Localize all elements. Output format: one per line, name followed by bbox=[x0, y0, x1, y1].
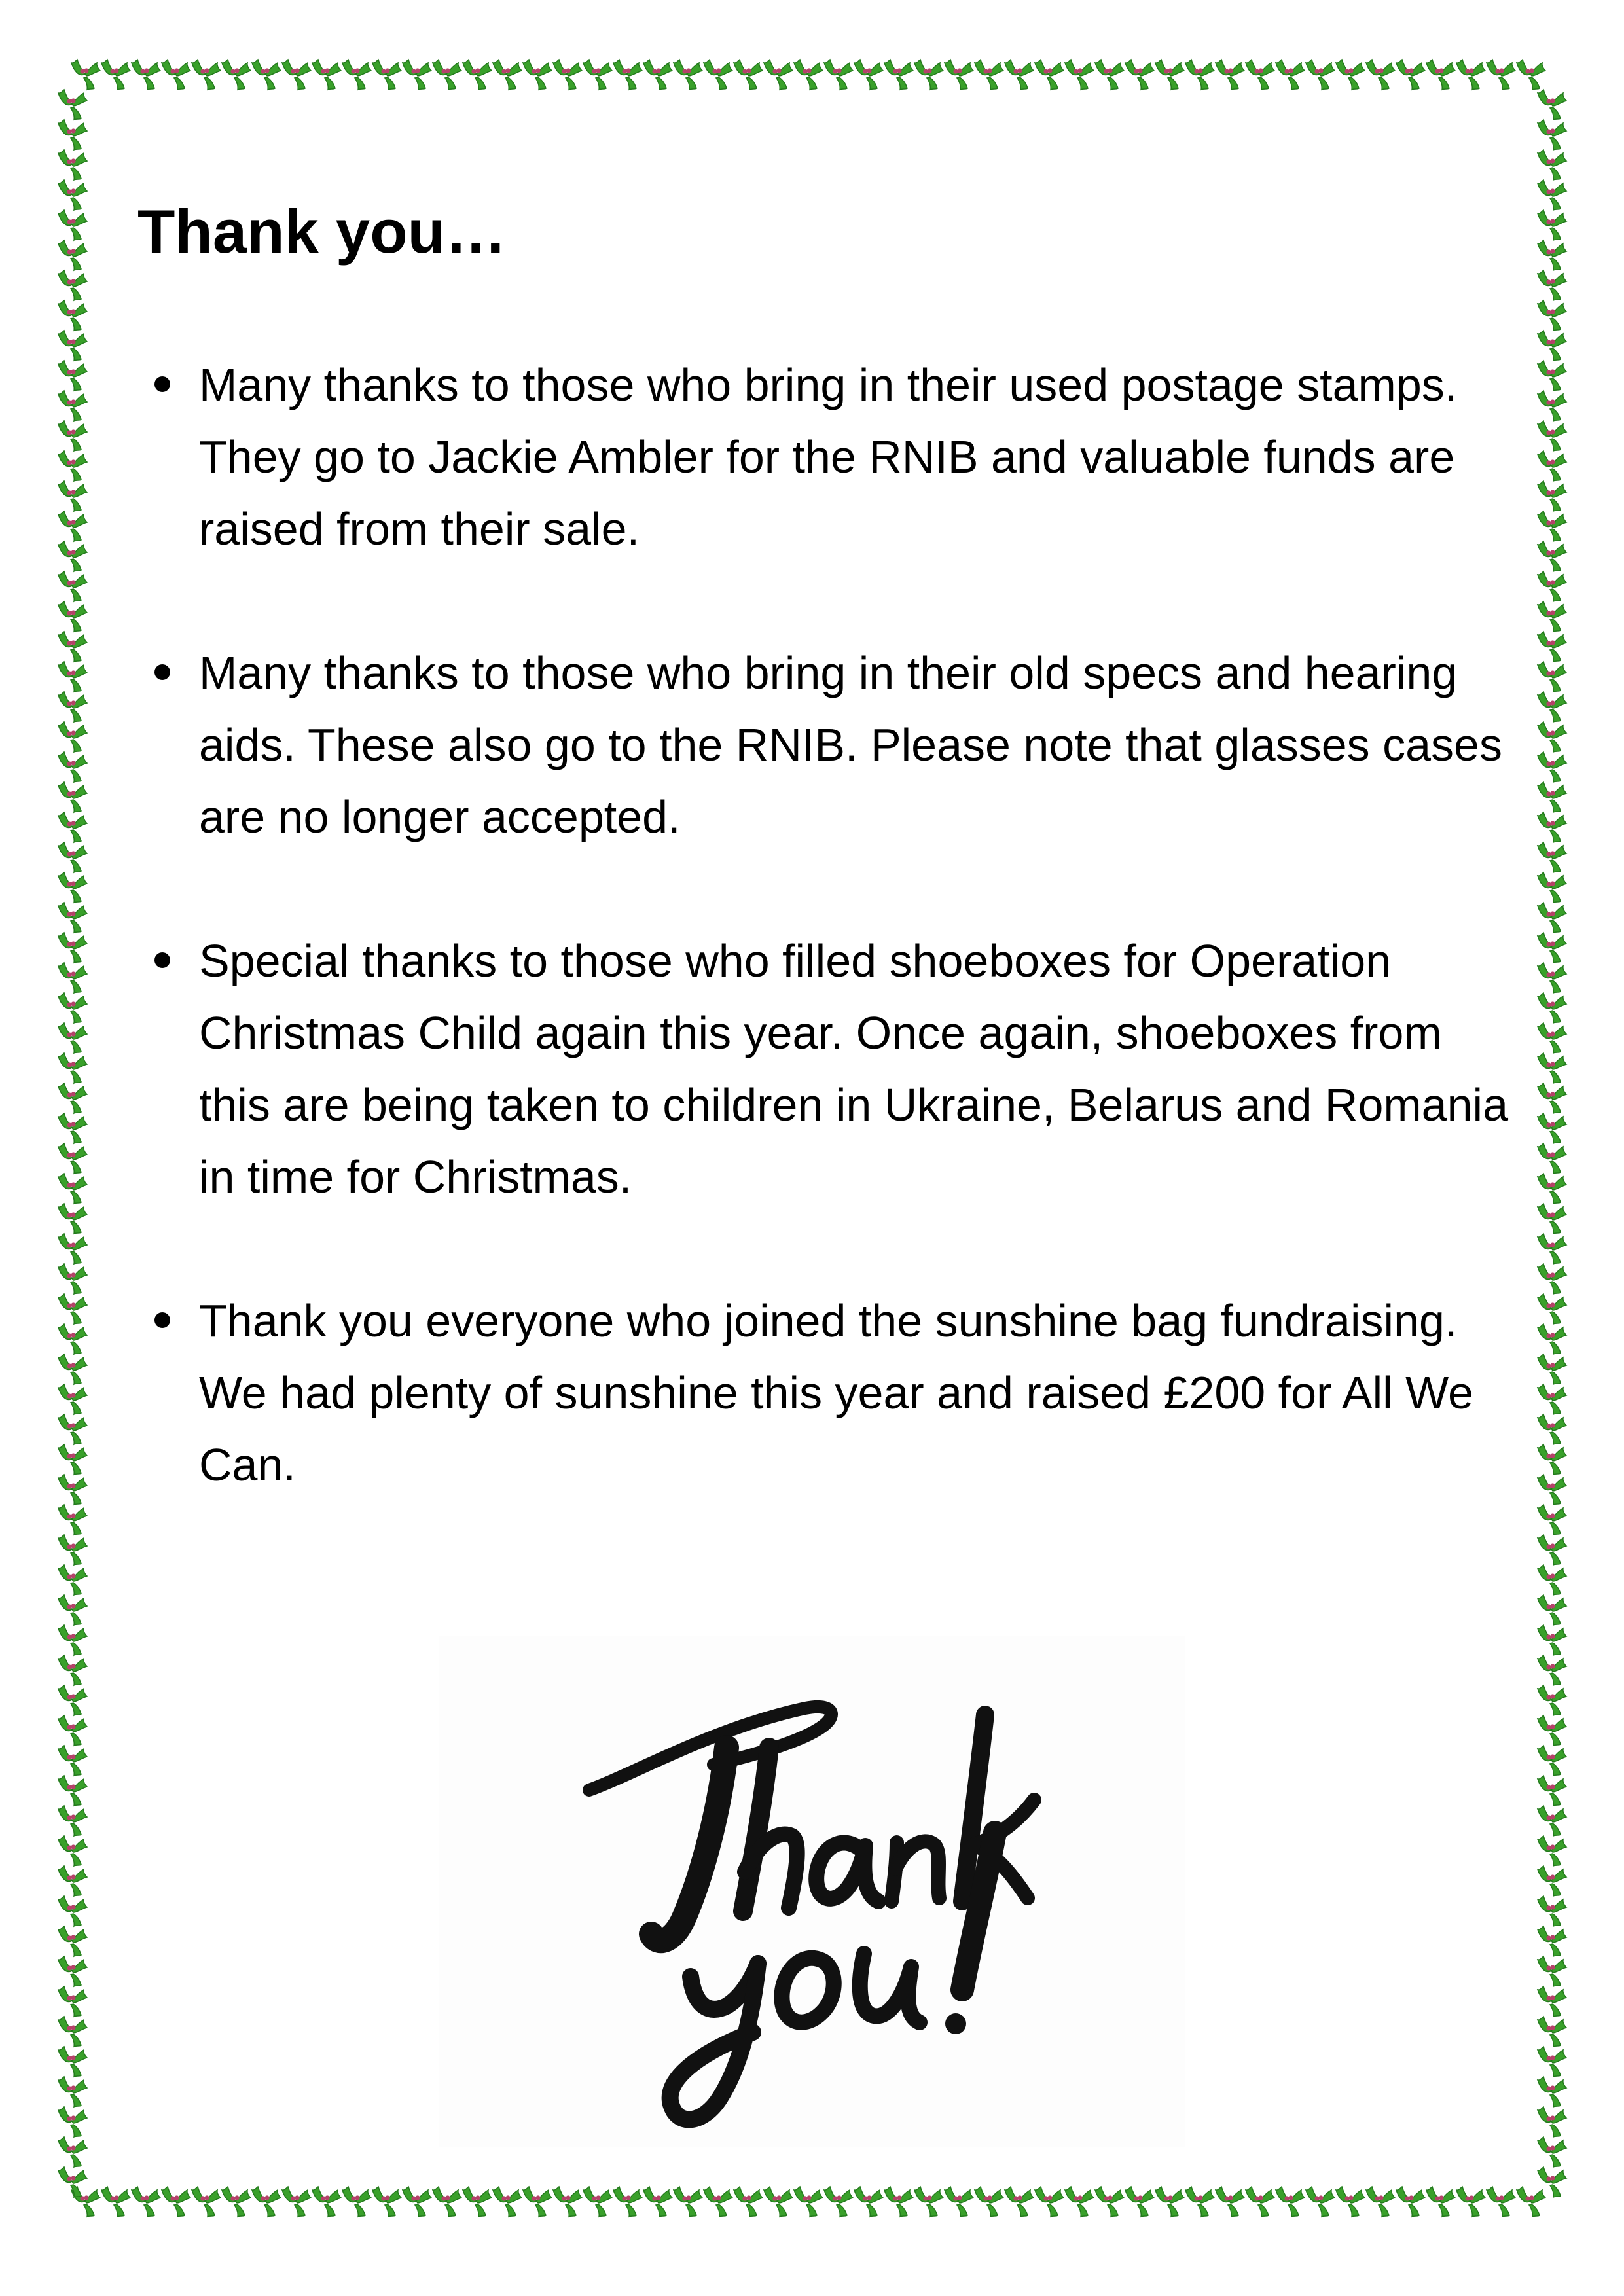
holly-leaf-icon bbox=[1538, 903, 1566, 933]
holly-leaf-icon bbox=[463, 60, 492, 90]
holly-leaf-icon bbox=[1538, 1294, 1566, 1324]
holly-leaf-icon bbox=[1538, 1715, 1566, 1746]
holly-leaf-icon bbox=[1538, 1475, 1566, 1505]
holly-leaf-icon bbox=[58, 1143, 87, 1174]
holly-leaf-icon bbox=[58, 752, 87, 782]
holly-leaf-icon bbox=[1538, 842, 1566, 872]
holly-leaf-icon bbox=[58, 722, 87, 752]
holly-leaf-icon bbox=[58, 1324, 87, 1354]
holly-leaf-icon bbox=[58, 1806, 87, 1836]
holly-leaf-icon bbox=[975, 2187, 1003, 2217]
holly-leaf-icon bbox=[58, 1595, 87, 1625]
holly-leaf-icon bbox=[58, 1866, 87, 1896]
holly-leaf-icon bbox=[704, 60, 732, 90]
holly-leaf-icon bbox=[1155, 2187, 1184, 2217]
list-item-stamps bbox=[137, 349, 1519, 565]
holly-leaf-icon bbox=[1155, 60, 1184, 90]
holly-leaf-icon bbox=[1538, 210, 1566, 240]
holly-leaf-icon bbox=[58, 812, 87, 842]
holly-leaf-icon bbox=[372, 2187, 401, 2217]
holly-leaf-icon bbox=[1538, 782, 1566, 812]
holly-leaf-icon bbox=[58, 872, 87, 903]
holly-leaf-icon bbox=[734, 2187, 763, 2217]
holly-leaf-icon bbox=[1538, 1023, 1566, 1053]
content bbox=[137, 196, 1519, 1573]
holly-leaf-icon bbox=[1538, 2107, 1566, 2137]
holly-leaf-icon bbox=[342, 2187, 371, 2217]
holly-leaf-icon bbox=[1538, 1204, 1566, 1234]
holly-leaf-icon bbox=[58, 1204, 87, 1234]
holly-leaf-icon bbox=[1005, 60, 1034, 90]
holly-leaf-icon bbox=[1216, 60, 1244, 90]
holly-leaf-icon bbox=[1538, 1505, 1566, 1535]
holly-leaf-icon bbox=[58, 1896, 87, 1926]
holly-leaf-icon bbox=[1095, 60, 1124, 90]
holly-leaf-icon bbox=[58, 1414, 87, 1444]
holly-leaf-icon bbox=[58, 2107, 87, 2137]
holly-leaf-icon bbox=[493, 60, 522, 90]
holly-leaf-icon bbox=[58, 1956, 87, 1986]
holly-leaf-icon bbox=[58, 632, 87, 662]
holly-leaf-icon bbox=[764, 60, 793, 90]
list-item-text: Many thanks to those who bring in their used postage stamps. They go to Jackie Ambler for the RNIB and valuable funds are raised from their sale. bbox=[199, 359, 1458, 555]
holly-leaf-icon bbox=[58, 481, 87, 511]
bullet-icon bbox=[154, 664, 170, 680]
holly-leaf-icon bbox=[1538, 601, 1566, 632]
holly-leaf-icon bbox=[674, 2187, 702, 2217]
holly-leaf-icon bbox=[58, 1294, 87, 1324]
holly-leaf-icon bbox=[975, 60, 1003, 90]
holly-leaf-icon bbox=[58, 782, 87, 812]
holly-leaf-icon bbox=[1538, 1866, 1566, 1896]
holly-leaf-icon bbox=[1065, 60, 1094, 90]
holly-leaf-icon bbox=[1538, 722, 1566, 752]
holly-leaf-icon bbox=[643, 2187, 672, 2217]
holly-leaf-icon bbox=[1538, 270, 1566, 300]
holly-leaf-icon bbox=[312, 60, 341, 90]
holly-leaf-icon bbox=[1538, 1444, 1566, 1475]
holly-leaf-icon bbox=[1336, 2187, 1365, 2217]
holly-leaf-icon bbox=[1538, 692, 1566, 722]
holly-leaf-icon bbox=[1125, 2187, 1154, 2217]
holly-leaf-icon bbox=[1538, 993, 1566, 1023]
holly-leaf-icon bbox=[58, 1053, 87, 1083]
holly-leaf-icon bbox=[58, 1715, 87, 1746]
holly-leaf-icon bbox=[162, 2187, 190, 2217]
holly-leaf-icon bbox=[58, 601, 87, 632]
holly-leaf-icon bbox=[1538, 1836, 1566, 1866]
holly-leaf-icon bbox=[58, 240, 87, 270]
holly-leaf-icon bbox=[1538, 1083, 1566, 1113]
holly-leaf-icon bbox=[58, 1174, 87, 1204]
bullet-icon bbox=[154, 376, 170, 392]
holly-leaf-icon bbox=[1538, 1234, 1566, 1264]
holly-leaf-icon bbox=[1276, 2187, 1305, 2217]
holly-leaf-icon bbox=[252, 60, 281, 90]
holly-leaf-icon bbox=[583, 60, 612, 90]
holly-leaf-icon bbox=[1538, 331, 1566, 361]
holly-leaf-icon bbox=[1538, 1896, 1566, 1926]
holly-leaf-icon bbox=[58, 1234, 87, 1264]
holly-leaf-icon bbox=[583, 2187, 612, 2217]
holly-leaf-icon bbox=[58, 1986, 87, 2017]
holly-leaf-icon bbox=[282, 2187, 311, 2217]
holly-leaf-icon bbox=[192, 60, 221, 90]
holly-leaf-icon bbox=[1538, 1414, 1566, 1444]
holly-leaf-icon bbox=[58, 1685, 87, 1715]
holly-leaf-icon bbox=[58, 1776, 87, 1806]
holly-leaf-icon bbox=[58, 1113, 87, 1143]
holly-leaf-icon bbox=[1538, 1354, 1566, 1384]
holly-leaf-icon bbox=[1538, 1776, 1566, 1806]
holly-leaf-icon bbox=[1538, 240, 1566, 270]
holly-leaf-icon bbox=[433, 2187, 461, 2217]
holly-leaf-icon bbox=[1276, 60, 1305, 90]
holly-leaf-icon bbox=[1538, 451, 1566, 481]
holly-leaf-icon bbox=[1538, 2017, 1566, 2047]
holly-leaf-icon bbox=[1396, 2187, 1425, 2217]
holly-leaf-icon bbox=[613, 60, 642, 90]
bullet-icon bbox=[154, 1312, 170, 1328]
holly-leaf-icon bbox=[1456, 2187, 1485, 2217]
holly-leaf-icon bbox=[1538, 1113, 1566, 1143]
list-item-specs bbox=[137, 637, 1519, 853]
holly-leaf-icon bbox=[342, 60, 371, 90]
holly-leaf-icon bbox=[58, 361, 87, 391]
holly-leaf-icon bbox=[282, 60, 311, 90]
holly-leaf-icon bbox=[1538, 1565, 1566, 1595]
holly-leaf-icon bbox=[553, 60, 582, 90]
holly-leaf-icon bbox=[132, 2187, 160, 2217]
holly-leaf-icon bbox=[1538, 933, 1566, 963]
holly-leaf-icon bbox=[58, 1746, 87, 1776]
holly-leaf-icon bbox=[192, 2187, 221, 2217]
holly-leaf-icon bbox=[1517, 60, 1545, 90]
holly-leaf-icon bbox=[1538, 90, 1566, 120]
holly-leaf-icon bbox=[1538, 541, 1566, 571]
holly-leaf-icon bbox=[1538, 872, 1566, 903]
holly-leaf-icon bbox=[101, 60, 130, 90]
holly-leaf-icon bbox=[1538, 1595, 1566, 1625]
holly-leaf-icon bbox=[1487, 60, 1515, 90]
list-item-sunshine-bag bbox=[137, 1285, 1519, 1501]
holly-leaf-icon bbox=[372, 60, 401, 90]
holly-leaf-icon bbox=[1538, 1053, 1566, 1083]
holly-leaf-icon bbox=[1538, 812, 1566, 842]
holly-leaf-icon bbox=[1538, 481, 1566, 511]
holly-leaf-icon bbox=[1538, 120, 1566, 150]
holly-leaf-icon bbox=[101, 2187, 130, 2217]
holly-leaf-icon bbox=[222, 2187, 251, 2217]
holly-leaf-icon bbox=[945, 60, 973, 90]
holly-leaf-icon bbox=[1185, 60, 1214, 90]
holly-leaf-icon bbox=[58, 1023, 87, 1053]
holly-leaf-icon bbox=[1426, 2187, 1455, 2217]
holly-leaf-icon bbox=[58, 2047, 87, 2077]
holly-leaf-icon bbox=[1396, 60, 1425, 90]
holly-leaf-icon bbox=[1538, 511, 1566, 541]
holly-leaf-icon bbox=[1426, 60, 1455, 90]
holly-leaf-icon bbox=[132, 60, 160, 90]
holly-leaf-icon bbox=[58, 2137, 87, 2167]
holly-leaf-icon bbox=[162, 60, 190, 90]
holly-leaf-icon bbox=[1216, 2187, 1244, 2217]
holly-leaf-icon bbox=[58, 421, 87, 451]
holly-leaf-icon bbox=[1306, 2187, 1335, 2217]
holly-leaf-icon bbox=[1538, 1174, 1566, 1204]
holly-leaf-icon bbox=[1005, 2187, 1034, 2217]
holly-leaf-icon bbox=[794, 2187, 823, 2217]
holly-leaf-icon bbox=[1538, 1655, 1566, 1685]
holly-leaf-icon bbox=[1538, 963, 1566, 993]
holly-leaf-icon bbox=[58, 1475, 87, 1505]
holly-leaf-icon bbox=[824, 2187, 853, 2217]
holly-leaf-icon bbox=[71, 60, 100, 90]
holly-leaf-icon bbox=[58, 2077, 87, 2107]
holly-leaf-icon bbox=[58, 270, 87, 300]
holly-leaf-icon bbox=[764, 2187, 793, 2217]
holly-leaf-icon bbox=[794, 60, 823, 90]
holly-leaf-icon bbox=[884, 60, 913, 90]
list-item-text: Thank you everyone who joined the sunshine bag fundraising. We had plenty of sunshine this year and raised £200 for All We Can. bbox=[199, 1295, 1473, 1491]
holly-leaf-icon bbox=[58, 511, 87, 541]
holly-leaf-icon bbox=[1538, 1746, 1566, 1776]
holly-leaf-icon bbox=[58, 300, 87, 331]
holly-leaf-icon bbox=[58, 1655, 87, 1685]
holly-leaf-icon bbox=[222, 60, 251, 90]
holly-leaf-icon bbox=[553, 2187, 582, 2217]
holly-leaf-icon bbox=[58, 1926, 87, 1956]
holly-leaf-icon bbox=[58, 993, 87, 1023]
holly-leaf-icon bbox=[58, 933, 87, 963]
holly-leaf-icon bbox=[1538, 150, 1566, 180]
holly-leaf-icon bbox=[58, 120, 87, 150]
holly-leaf-icon bbox=[312, 2187, 341, 2217]
holly-leaf-icon bbox=[58, 541, 87, 571]
holly-leaf-icon bbox=[1065, 2187, 1094, 2217]
holly-leaf-icon bbox=[523, 2187, 552, 2217]
holly-leaf-icon bbox=[1095, 2187, 1124, 2217]
holly-leaf-icon bbox=[1538, 1324, 1566, 1354]
holly-leaf-icon bbox=[613, 2187, 642, 2217]
holly-leaf-icon bbox=[403, 2187, 431, 2217]
holly-leaf-icon bbox=[1035, 2187, 1064, 2217]
holly-leaf-icon bbox=[1538, 361, 1566, 391]
holly-leaf-icon bbox=[58, 150, 87, 180]
holly-leaf-icon bbox=[58, 391, 87, 421]
holly-leaf-icon bbox=[1306, 60, 1335, 90]
holly-leaf-icon bbox=[914, 60, 943, 90]
holly-leaf-icon bbox=[1538, 300, 1566, 331]
holly-leaf-icon bbox=[252, 2187, 281, 2217]
holly-leaf-icon bbox=[1538, 1956, 1566, 1986]
holly-leaf-icon bbox=[884, 2187, 913, 2217]
thank-you-image bbox=[439, 1636, 1185, 2147]
holly-leaf-icon bbox=[1538, 180, 1566, 210]
holly-leaf-icon bbox=[58, 1264, 87, 1294]
holly-leaf-icon bbox=[1538, 571, 1566, 601]
holly-leaf-icon bbox=[1538, 1625, 1566, 1655]
page-title: Thank you… bbox=[137, 197, 507, 266]
holly-leaf-icon bbox=[1366, 60, 1395, 90]
holly-leaf-icon bbox=[1538, 1685, 1566, 1715]
holly-leaf-icon bbox=[1035, 60, 1064, 90]
holly-leaf-icon bbox=[58, 1505, 87, 1535]
list-item-text: Many thanks to those who bring in their old specs and hearing aids. These also go to the RNIB. Please note that glasses cases are no longer accepted. bbox=[199, 647, 1502, 843]
list-item-shoeboxes bbox=[137, 925, 1519, 1213]
holly-leaf-icon bbox=[1185, 2187, 1214, 2217]
holly-leaf-icon bbox=[1538, 632, 1566, 662]
holly-leaf-icon bbox=[1366, 2187, 1395, 2217]
holly-leaf-icon bbox=[1336, 60, 1365, 90]
holly-leaf-icon bbox=[1538, 391, 1566, 421]
holly-leaf-icon bbox=[1538, 2077, 1566, 2107]
holly-leaf-icon bbox=[1538, 421, 1566, 451]
holly-leaf-icon bbox=[58, 692, 87, 722]
holly-leaf-icon bbox=[58, 903, 87, 933]
holly-leaf-icon bbox=[58, 1535, 87, 1565]
holly-leaf-icon bbox=[58, 210, 87, 240]
holly-leaf-icon bbox=[1538, 1143, 1566, 1174]
holly-leaf-icon bbox=[433, 60, 461, 90]
holly-leaf-icon bbox=[1487, 2187, 1515, 2217]
holly-leaf-icon bbox=[58, 90, 87, 120]
holly-leaf-icon bbox=[58, 331, 87, 361]
holly-leaf-icon bbox=[824, 60, 853, 90]
holly-leaf-icon bbox=[1517, 2187, 1545, 2217]
holly-leaf-icon bbox=[58, 451, 87, 481]
holly-leaf-icon bbox=[854, 2187, 883, 2217]
holly-leaf-icon bbox=[58, 1083, 87, 1113]
holly-leaf-icon bbox=[1125, 60, 1154, 90]
holly-leaf-icon bbox=[1246, 2187, 1274, 2217]
holly-leaf-icon bbox=[704, 2187, 732, 2217]
holly-leaf-icon bbox=[403, 60, 431, 90]
holly-leaf-icon bbox=[58, 1354, 87, 1384]
holly-leaf-icon bbox=[1538, 1535, 1566, 1565]
holly-leaf-icon bbox=[945, 2187, 973, 2217]
holly-leaf-icon bbox=[734, 60, 763, 90]
holly-leaf-icon bbox=[854, 60, 883, 90]
holly-leaf-icon bbox=[1538, 2137, 1566, 2167]
holly-leaf-icon bbox=[914, 2187, 943, 2217]
holly-leaf-icon bbox=[674, 60, 702, 90]
holly-leaf-icon bbox=[58, 571, 87, 601]
holly-leaf-icon bbox=[1538, 752, 1566, 782]
holly-leaf-icon bbox=[58, 1565, 87, 1595]
holly-leaf-icon bbox=[1246, 60, 1274, 90]
holly-leaf-icon bbox=[1538, 662, 1566, 692]
holly-leaf-icon bbox=[58, 1836, 87, 1866]
holly-leaf-icon bbox=[1538, 1926, 1566, 1956]
holly-leaf-icon bbox=[58, 2017, 87, 2047]
holly-leaf-icon bbox=[1538, 2047, 1566, 2077]
thank-you-script-lettering-icon bbox=[439, 1636, 1185, 2147]
holly-leaf-icon bbox=[1538, 1986, 1566, 2017]
holly-leaf-icon bbox=[643, 60, 672, 90]
holly-leaf-icon bbox=[58, 842, 87, 872]
holly-leaf-icon bbox=[58, 1625, 87, 1655]
holly-leaf-icon bbox=[1538, 1264, 1566, 1294]
holly-leaf-icon bbox=[58, 1444, 87, 1475]
holly-leaf-icon bbox=[58, 662, 87, 692]
holly-leaf-icon bbox=[1538, 1384, 1566, 1414]
bullet-icon bbox=[154, 952, 170, 968]
holly-leaf-icon bbox=[58, 1384, 87, 1414]
holly-leaf-icon bbox=[58, 963, 87, 993]
holly-leaf-icon bbox=[58, 180, 87, 210]
thanks-list bbox=[137, 349, 1519, 1501]
holly-leaf-icon bbox=[1538, 1806, 1566, 1836]
holly-leaf-icon bbox=[493, 2187, 522, 2217]
holly-leaf-icon bbox=[523, 60, 552, 90]
list-item-text: Special thanks to those who filled shoeboxes for Operation Christmas Child again this year. Once again, shoeboxes from this are being taken to children in Ukraine, Belarus and Romania in time for Christmas. bbox=[199, 935, 1509, 1203]
holly-leaf-icon bbox=[1456, 60, 1485, 90]
holly-leaf-icon bbox=[463, 2187, 492, 2217]
